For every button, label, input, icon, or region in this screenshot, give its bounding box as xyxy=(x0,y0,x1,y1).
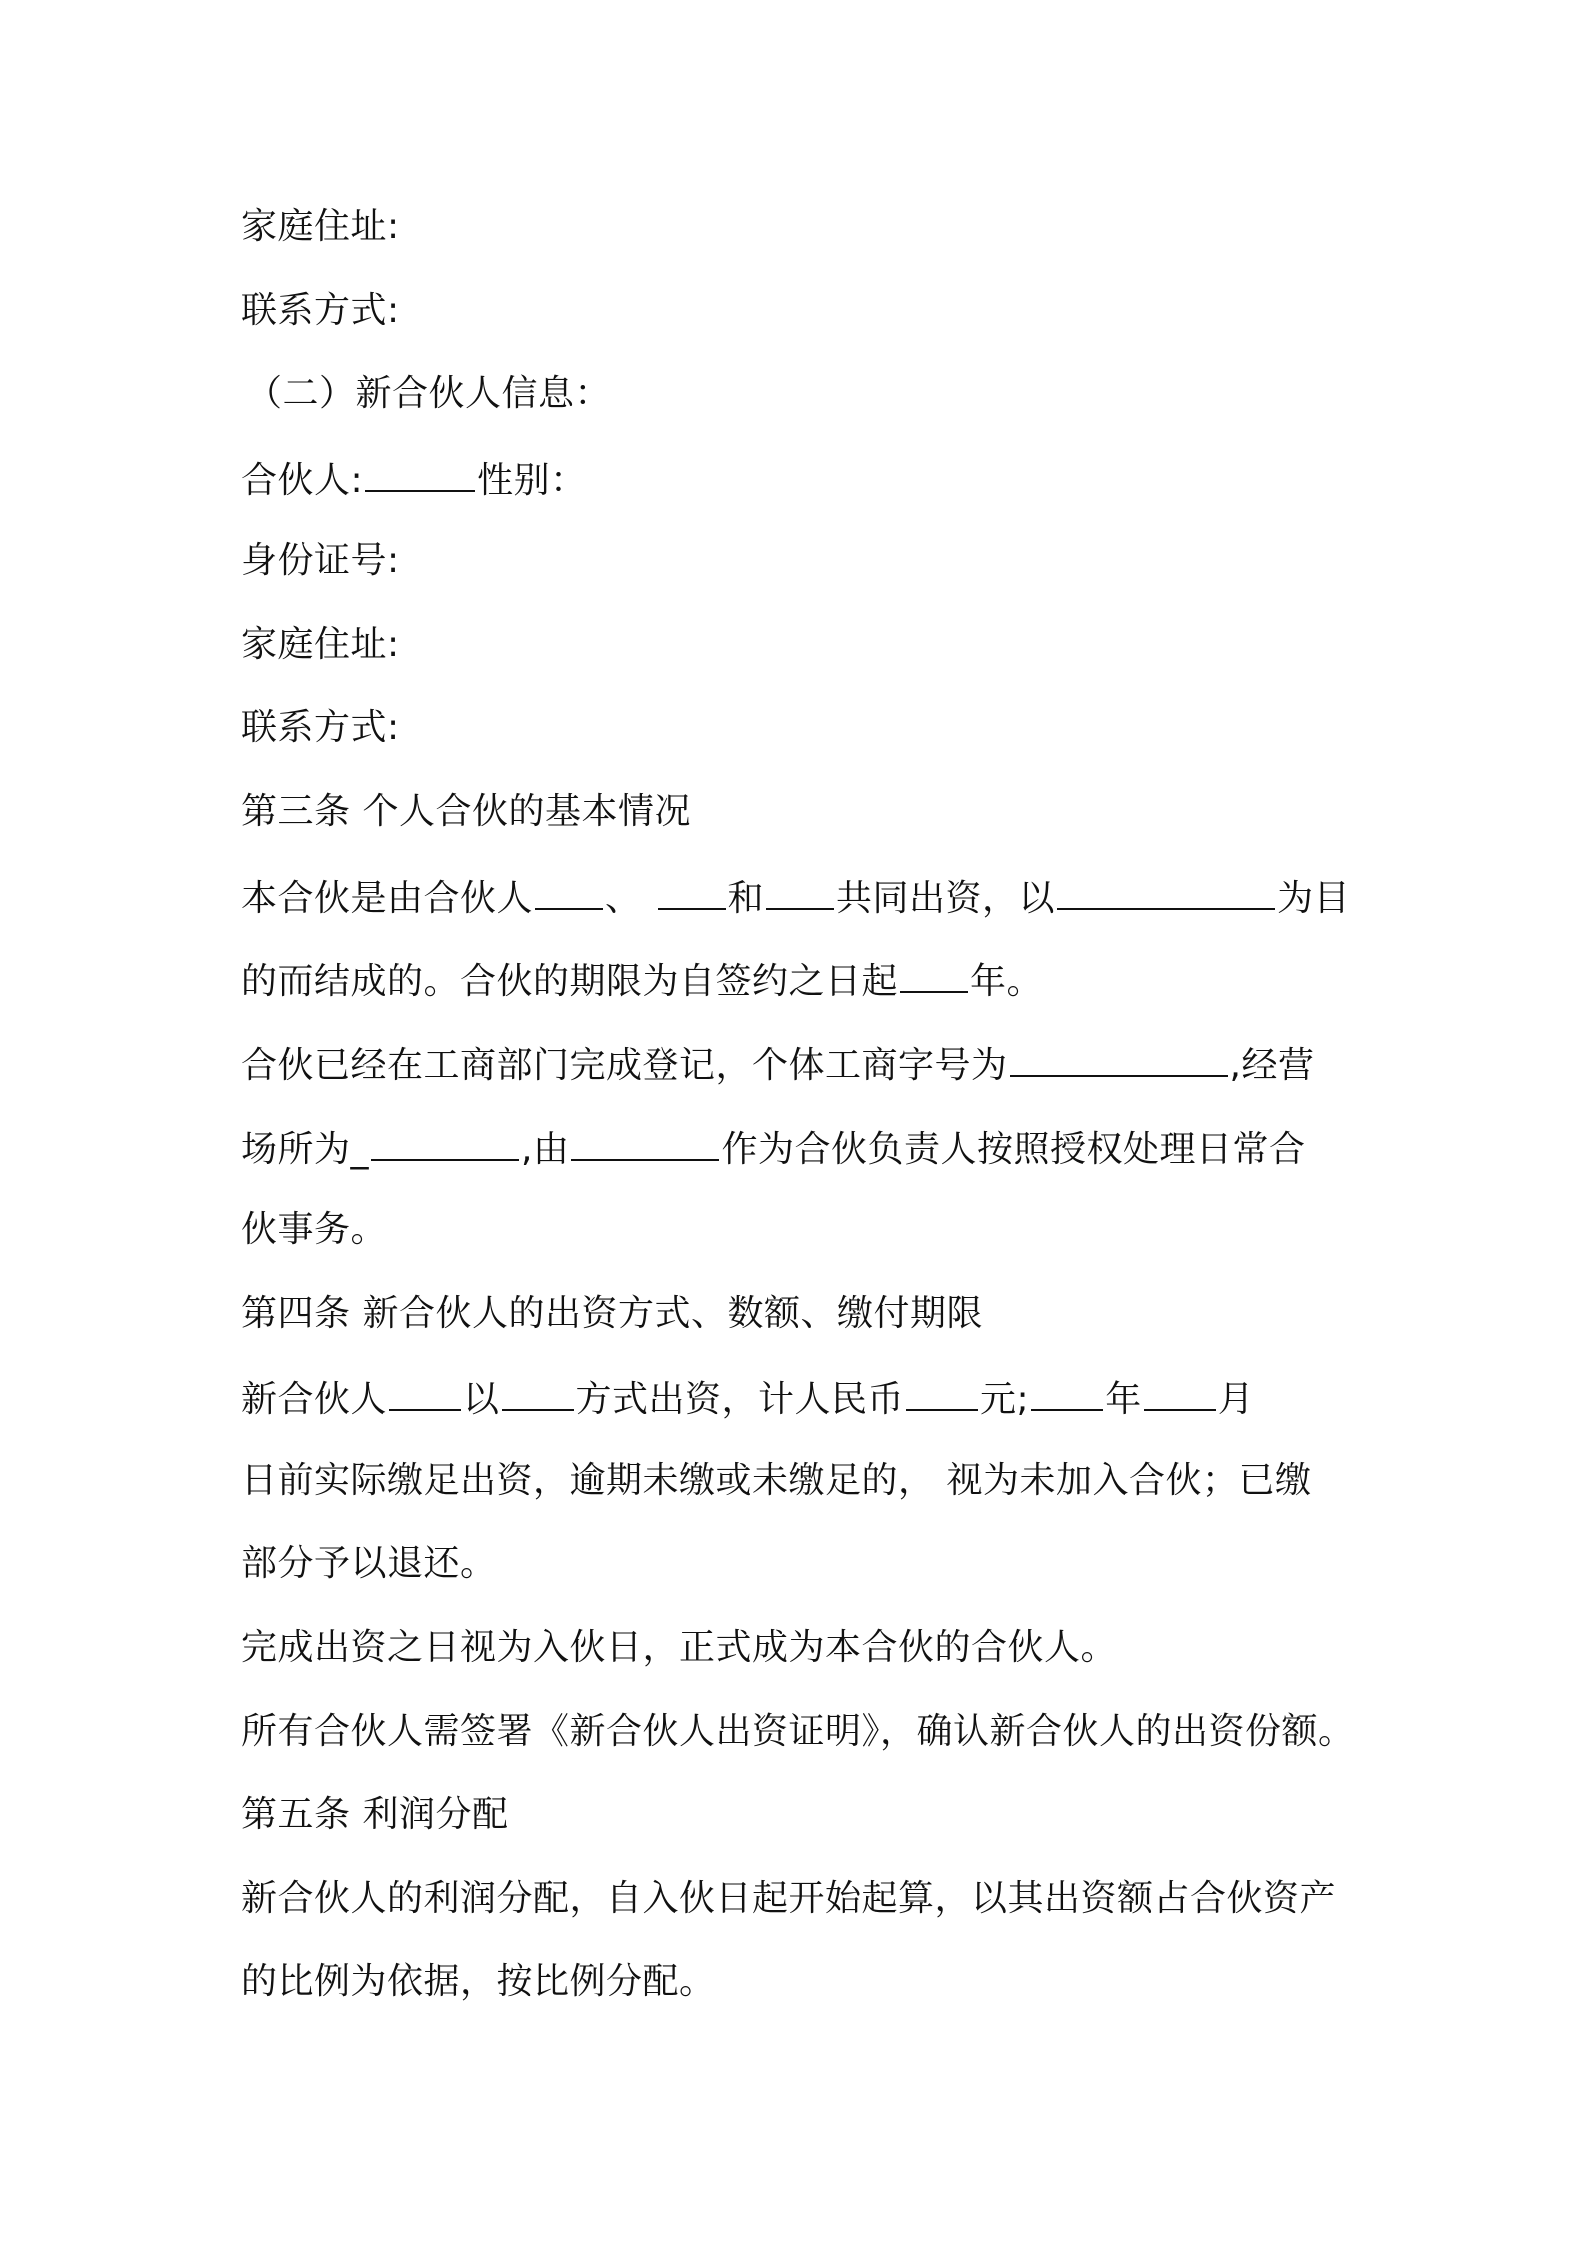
new-partner-address-line xyxy=(241,621,1361,669)
article4-para1-line1 xyxy=(241,1373,1361,1421)
text: 共同出资，以 xyxy=(836,878,1056,919)
partner-blank-2[interactable] xyxy=(658,872,726,910)
text: 新合伙人 xyxy=(241,1379,388,1420)
article3-para2-line3 xyxy=(241,1206,1361,1254)
text: 作为合伙负责人按照授权处理日常合 xyxy=(721,1129,1306,1170)
id-label: 身份证号: xyxy=(241,540,400,581)
article4-para2 xyxy=(241,1624,1361,1672)
article3-para1-line2 xyxy=(241,955,1361,1003)
new-partner-id-line xyxy=(241,537,1361,585)
article5-para1-line1 xyxy=(241,1875,1361,1923)
text: 年。 xyxy=(970,961,1044,1002)
article4-title xyxy=(241,1290,1361,1338)
text: 方式出资，计人民币 xyxy=(575,1379,905,1420)
article-title: 第五条 利润分配 xyxy=(241,1794,509,1835)
text: 、 xyxy=(605,878,642,919)
term-years-blank[interactable] xyxy=(900,955,968,993)
article4-para3 xyxy=(241,1708,1361,1756)
text: 场所为_ xyxy=(241,1129,370,1170)
text: 的而结成的。合伙的期限为自签约之日起 xyxy=(241,961,899,1002)
month-blank[interactable] xyxy=(1144,1373,1216,1411)
manager-blank[interactable] xyxy=(571,1123,719,1161)
text: 年 xyxy=(1105,1379,1142,1420)
business-name-blank[interactable] xyxy=(1010,1039,1228,1077)
new-partner-blank[interactable] xyxy=(389,1373,461,1411)
prev-partner-address-line xyxy=(241,203,1361,251)
prev-partner-contact-line xyxy=(241,287,1361,335)
purpose-blank[interactable] xyxy=(1057,872,1275,910)
text: 元; xyxy=(980,1379,1030,1420)
article4-para1-line3 xyxy=(241,1540,1361,1588)
partner-blank-3[interactable] xyxy=(766,872,834,910)
article3-title xyxy=(241,788,1361,836)
article3-para2-line2 xyxy=(241,1123,1361,1171)
contact-label: 联系方式: xyxy=(241,707,400,748)
text: ,由 xyxy=(521,1129,570,1170)
article-title: 第四条 新合伙人的出资方式、数额、缴付期限 xyxy=(241,1293,983,1334)
text: 部分予以退还。 xyxy=(241,1543,497,1584)
article5-title xyxy=(241,1791,1361,1839)
new-partner-name-line xyxy=(241,454,1361,502)
premises-blank[interactable] xyxy=(371,1123,519,1161)
article5-para1-line2 xyxy=(241,1958,1361,2006)
text: 完成出资之日视为入伙日，正式成为本合伙的合伙人。 xyxy=(241,1627,1118,1668)
text: 日前实际缴足出资，逾期未缴或未缴足的， 视为未加入合伙；已缴 xyxy=(241,1460,1312,1501)
partner-blank-1[interactable] xyxy=(535,872,603,910)
article3-para2-line1 xyxy=(241,1039,1361,1087)
text: 月 xyxy=(1217,1379,1255,1420)
text: 和 xyxy=(727,878,765,919)
article4-para1-line2 xyxy=(241,1457,1361,1505)
year-blank[interactable] xyxy=(1031,1373,1103,1411)
address-label: 家庭住址: xyxy=(241,206,400,247)
address-label: 家庭住址: xyxy=(241,624,400,665)
text: 所有合伙人需签署《新合伙人出资证明》，确认新合伙人的出资份额。 xyxy=(241,1711,1355,1752)
new-partner-section-title xyxy=(246,370,1366,418)
section-title: （二）新合伙人信息： xyxy=(246,373,612,414)
text: 新合伙人的利润分配，自入伙日起开始起算，以其出资额占合伙资产 xyxy=(241,1878,1337,1919)
text: ,经营 xyxy=(1229,1045,1315,1086)
name-blank[interactable] xyxy=(365,454,475,492)
text: 的比例为依据，按比例分配。 xyxy=(241,1961,716,2002)
text: 合伙已经在工商部门完成登记，个体工商字号为 xyxy=(241,1045,1008,1086)
article3-para1-line1 xyxy=(241,872,1361,920)
article-title: 第三条 个人合伙的基本情况 xyxy=(241,791,691,832)
text: 为目 xyxy=(1277,878,1351,919)
name-label: 合伙人: xyxy=(241,460,364,501)
text: 以 xyxy=(463,1379,500,1420)
amount-blank[interactable] xyxy=(906,1373,978,1411)
text: 伙事务。 xyxy=(241,1209,388,1250)
text: 本合伙是由合伙人 xyxy=(241,878,534,919)
contribution-method-blank[interactable] xyxy=(502,1373,574,1411)
gender-label: 性别： xyxy=(477,460,587,501)
new-partner-contact-line xyxy=(241,704,1361,752)
contact-label: 联系方式: xyxy=(241,290,400,331)
